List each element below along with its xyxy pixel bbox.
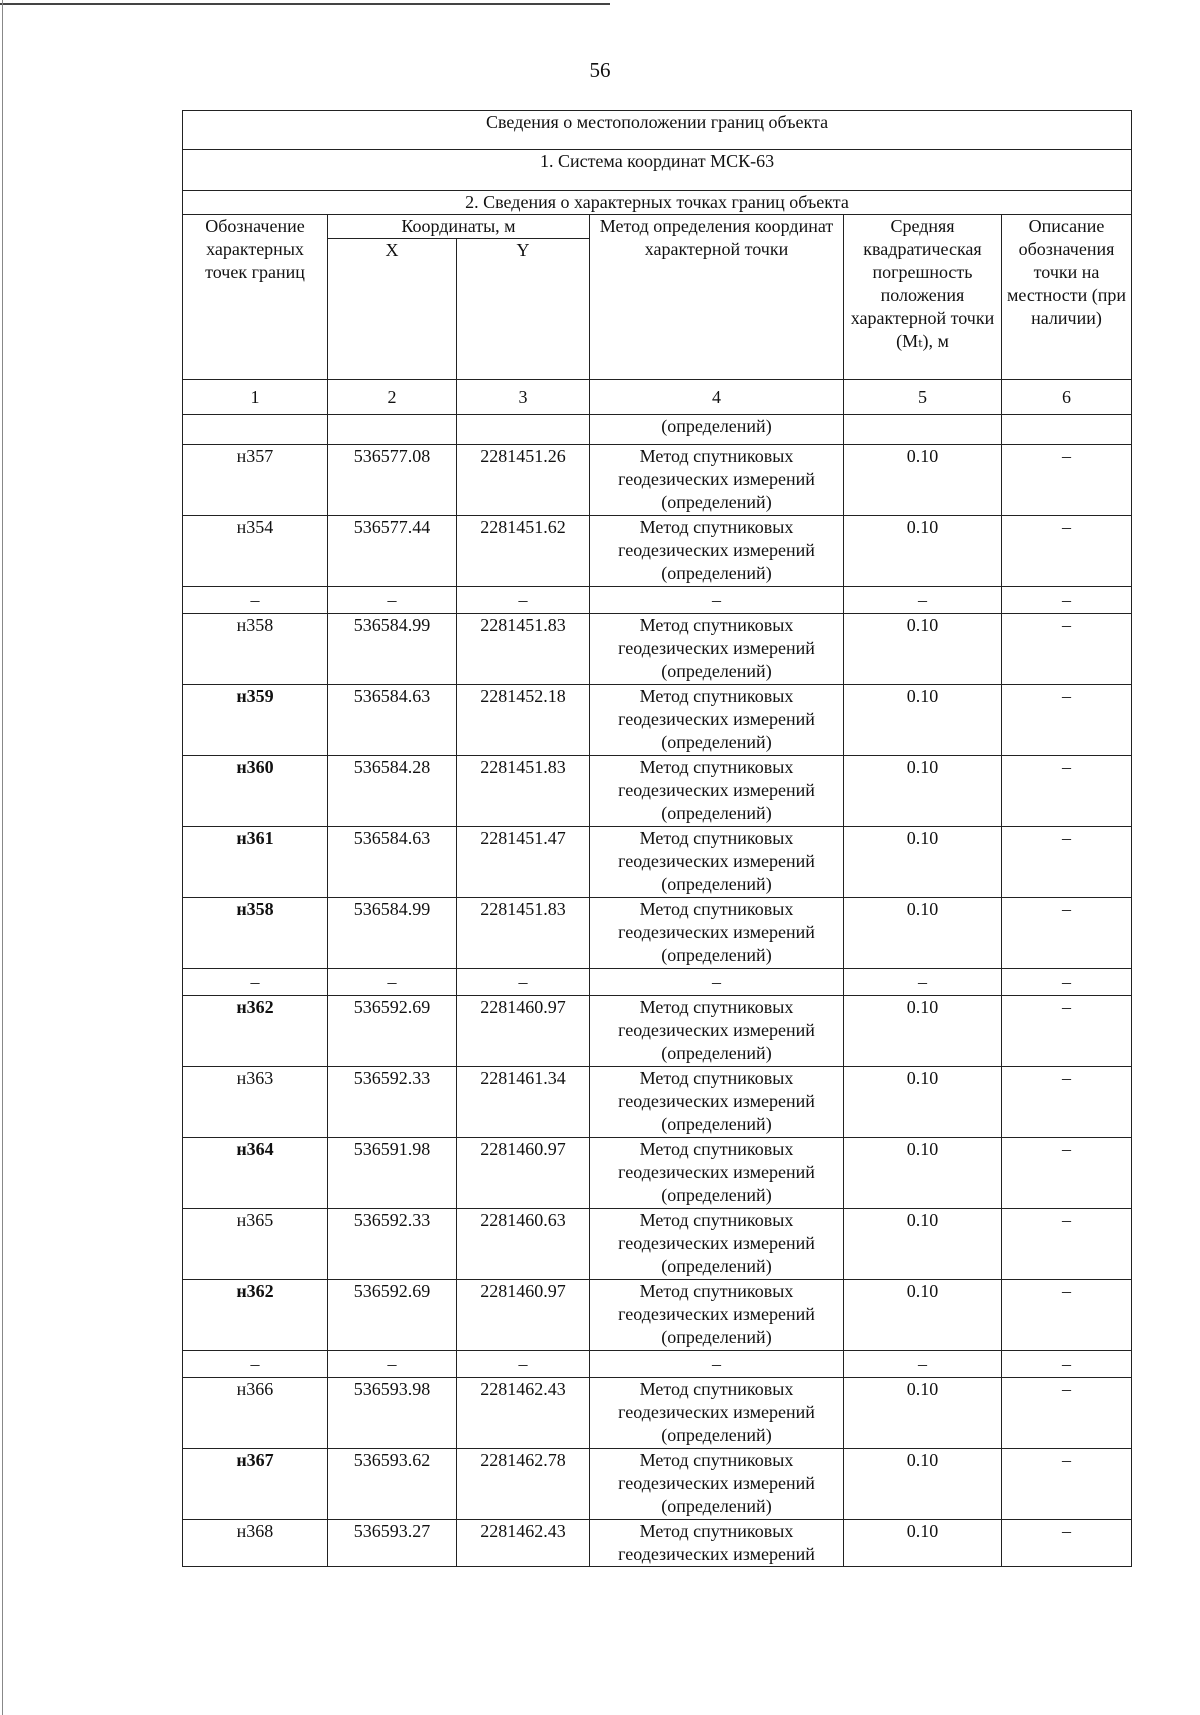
description: – [1002,827,1132,898]
point-id: н358 [183,614,328,685]
description: – [1002,1378,1132,1449]
col-number: 5 [844,380,1002,415]
point-id: н365 [183,1209,328,1280]
separator-dash: – [844,587,1002,614]
method: Метод спутниковых геодезических измерений (определений) [590,1209,844,1280]
description: – [1002,1067,1132,1138]
point-id: н361 [183,827,328,898]
coord-y: 2281462.43 [457,1378,590,1449]
coord-y: 2281451.83 [457,898,590,969]
coordinate-system: 1. Система координат МСК-63 [183,150,1132,191]
table-row [183,1520,1132,1567]
mean-error: 0.10 [844,1378,1002,1449]
method: Метод спутниковых геодезических измерений (определений) [590,1280,844,1351]
table-row [183,685,1132,756]
continuation-row [183,415,1132,445]
col-number: 3 [457,380,590,415]
table-title: Сведения о местоположении границ объекта [183,111,1132,150]
separator-dash: – [1002,969,1132,996]
col-number: 2 [328,380,457,415]
table-row [183,1067,1132,1138]
description: – [1002,516,1132,587]
description: – [1002,445,1132,516]
description: – [1002,1449,1132,1520]
mean-error: 0.10 [844,1209,1002,1280]
coord-x: 536593.62 [328,1449,457,1520]
method: Метод спутниковых геодезических измерений (определений) [590,827,844,898]
separator-dash: – [590,969,844,996]
mean-error: 0.10 [844,516,1002,587]
separator-dash: – [457,587,590,614]
table-row [183,445,1132,516]
separator-dash: – [1002,1351,1132,1378]
mean-error: 0.10 [844,1280,1002,1351]
point-id: н357 [183,445,328,516]
coord-y: 2281452.18 [457,685,590,756]
mean-error: 0.10 [844,898,1002,969]
point-id: н366 [183,1378,328,1449]
coord-y: 2281460.63 [457,1209,590,1280]
method: Метод спутниковых геодезических измерений (определений) [590,756,844,827]
scan-left-edge [2,0,3,1715]
coord-x: 536592.33 [328,1209,457,1280]
separator-dash: – [590,587,844,614]
coord-x: 536593.27 [328,1520,457,1567]
separator-dash: – [1002,587,1132,614]
coord-x: 536592.33 [328,1067,457,1138]
point-id: н362 [183,996,328,1067]
coord-y: 2281460.97 [457,1280,590,1351]
mean-error: 0.10 [844,996,1002,1067]
point-id: н362 [183,1280,328,1351]
coord-y: 2281451.26 [457,445,590,516]
coord-y: 2281461.34 [457,1067,590,1138]
mean-error: 0.10 [844,614,1002,685]
coord-x: 536591.98 [328,1138,457,1209]
point-id: н360 [183,756,328,827]
header-y: Y [457,239,590,380]
mean-error: 0.10 [844,1520,1002,1567]
coord-y: 2281462.78 [457,1449,590,1520]
coord-x: 536584.99 [328,614,457,685]
header-x: X [328,239,457,380]
description: – [1002,756,1132,827]
point-id: н364 [183,1138,328,1209]
description: – [1002,1280,1132,1351]
coord-x: 536584.63 [328,827,457,898]
method: Метод спутниковых геодезических измерений (определений) [590,898,844,969]
method: Метод спутниковых геодезических измерений [590,1520,844,1567]
boundary-points-table [182,110,1132,1567]
separator-dash: – [590,1351,844,1378]
description: – [1002,898,1132,969]
table-row [183,1209,1132,1280]
coord-x: 536593.98 [328,1378,457,1449]
separator-row [183,1351,1132,1378]
mean-error: 0.10 [844,445,1002,516]
method: Метод спутниковых геодезических измерений (определений) [590,614,844,685]
coord-y: 2281451.83 [457,756,590,827]
coord-y: 2281451.83 [457,614,590,685]
section-heading: 2. Сведения о характерных точках границ объекта [183,191,1132,215]
header-mean-error: Средняя квадратическая погрешность положения характерной точки (Mₜ), м [844,215,1002,380]
separator-dash: – [328,1351,457,1378]
table-row [183,756,1132,827]
method: Метод спутниковых геодезических измерений (определений) [590,1067,844,1138]
description: – [1002,614,1132,685]
header-coordinates: Координаты, м [328,215,590,239]
table-row [183,516,1132,587]
coord-x: 536584.63 [328,685,457,756]
column-numbers-row [183,380,1132,415]
col-number: 1 [183,380,328,415]
coord-y: 2281460.97 [457,1138,590,1209]
coord-x: 536592.69 [328,996,457,1067]
coord-x: 536584.99 [328,898,457,969]
col-number: 6 [1002,380,1132,415]
description: – [1002,1520,1132,1567]
mean-error: 0.10 [844,756,1002,827]
description: – [1002,1209,1132,1280]
table-row [183,614,1132,685]
mean-error: 0.10 [844,1449,1002,1520]
description: – [1002,685,1132,756]
point-id: н363 [183,1067,328,1138]
mean-error: 0.10 [844,827,1002,898]
coord-y: 2281451.62 [457,516,590,587]
method: Метод спутниковых геодезических измерений (определений) [590,516,844,587]
coord-x: 536592.69 [328,1280,457,1351]
point-id: н359 [183,685,328,756]
method: Метод спутниковых геодезических измерений (определений) [590,685,844,756]
coord-x: 536577.44 [328,516,457,587]
separator-row [183,969,1132,996]
coord-y: 2281460.97 [457,996,590,1067]
table-row [183,1449,1132,1520]
separator-dash: – [844,1351,1002,1378]
table-row [183,827,1132,898]
table-row [183,1138,1132,1209]
separator-dash: – [183,587,328,614]
mean-error: 0.10 [844,1067,1002,1138]
description: – [1002,1138,1132,1209]
table-row [183,1280,1132,1351]
separator-dash: – [844,969,1002,996]
separator-dash: – [328,587,457,614]
separator-dash: – [183,1351,328,1378]
col-number: 4 [590,380,844,415]
coord-x: 536577.08 [328,445,457,516]
table-row [183,898,1132,969]
header-description: Описание обозначения точки на местности (при наличии) [1002,215,1132,380]
mean-error: 0.10 [844,1138,1002,1209]
point-id: н368 [183,1520,328,1567]
page-number: 56 [589,58,611,82]
continued-method-text: (определений) [590,415,844,445]
separator-dash: – [457,1351,590,1378]
separator-dash: – [457,969,590,996]
separator-dash: – [328,969,457,996]
separator-dash: – [183,969,328,996]
coord-x: 536584.28 [328,756,457,827]
header-method: Метод определения координат характерной точки [590,215,844,380]
separator-row [183,587,1132,614]
method: Метод спутниковых геодезических измерений (определений) [590,1378,844,1449]
table-row [183,996,1132,1067]
method: Метод спутниковых геодезических измерений (определений) [590,1138,844,1209]
coord-y: 2281462.43 [457,1520,590,1567]
method: Метод спутниковых геодезических измерений (определений) [590,445,844,516]
point-id: н358 [183,898,328,969]
header-point-designation: Обозначение характерных точек границ [183,215,328,380]
method: Метод спутниковых геодезических измерений (определений) [590,996,844,1067]
method: Метод спутниковых геодезических измерений (определений) [590,1449,844,1520]
point-id: н367 [183,1449,328,1520]
description: – [1002,996,1132,1067]
point-id: н354 [183,516,328,587]
coord-y: 2281451.47 [457,827,590,898]
table-row [183,1378,1132,1449]
mean-error: 0.10 [844,685,1002,756]
scan-top-line [0,3,610,5]
